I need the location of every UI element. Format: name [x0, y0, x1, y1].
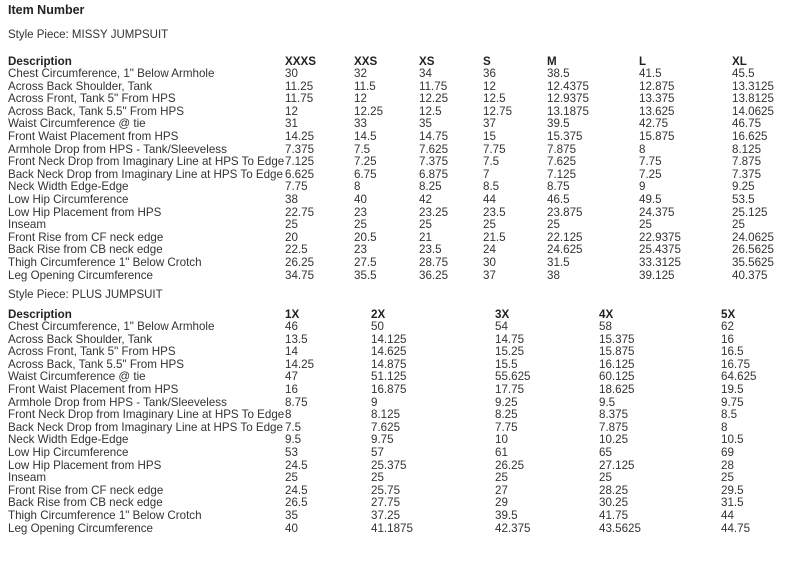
measurement-value: 47	[285, 371, 298, 384]
measurement-value: 26.25	[285, 256, 315, 269]
measurement-description: Front Neck Drop from Imaginary Line at HPS To Edge	[8, 156, 285, 169]
measurement-value: 7.75	[495, 421, 518, 434]
measurement-value: 25.125	[732, 206, 768, 219]
measurement-description: Front Waist Placement from HPS	[8, 130, 179, 143]
measurement-value: 13.8125	[732, 93, 774, 106]
measurement-value: 21.5	[483, 231, 506, 244]
measurement-value: 64.625	[721, 371, 757, 384]
measurement-value: 38	[547, 269, 560, 282]
measurement-value: 25	[371, 472, 384, 485]
measurement-value: 35.5625	[732, 256, 774, 269]
measurement-description: Armhole Drop from HPS - Tank/Sleeveless	[8, 143, 227, 156]
measurement-description: Inseam	[8, 219, 47, 232]
measurement-value: 10	[495, 434, 508, 447]
measurement-value: 39.5	[547, 118, 570, 131]
measurement-value: 7.125	[285, 156, 315, 169]
measurement-value: 7.75	[285, 181, 308, 194]
measurement-value: 9.5	[285, 434, 302, 447]
measurement-value: 38.5	[547, 68, 570, 80]
measurement-value: 39.125	[639, 269, 675, 282]
measurement-value: 13.375	[639, 93, 675, 106]
measurement-value: 25	[639, 219, 652, 232]
measurement-value: 30	[285, 68, 298, 80]
measurement-description: Waist Circumference @ tie	[8, 118, 146, 131]
measurement-value: 62	[721, 321, 734, 333]
measurement-value: 23	[354, 244, 367, 257]
measurement-value: 37	[483, 118, 496, 131]
measurement-value: 16.625	[732, 130, 768, 143]
measurement-value: 58	[599, 321, 612, 333]
measurement-value: 14.25	[285, 130, 315, 143]
measurement-value: 31	[285, 118, 298, 131]
measurement-value: 9.75	[721, 396, 744, 409]
measurement-value: 28	[721, 459, 734, 472]
measurement-value: 11.25	[285, 80, 314, 93]
column-header-size: 2X	[371, 308, 386, 321]
measurement-value: 7.625	[547, 156, 577, 169]
measurement-value: 34	[419, 68, 432, 80]
measurement-value: 8.25	[495, 409, 518, 422]
measurement-value: 39.5	[495, 509, 518, 522]
measurement-value: 25	[495, 472, 508, 485]
measurement-value: 51.125	[371, 371, 407, 384]
measurement-value: 13.1875	[547, 105, 589, 118]
table-row	[8, 181, 792, 194]
measurement-value: 16.875	[371, 383, 407, 396]
measurement-value: 57	[371, 446, 384, 459]
table-row	[8, 359, 792, 372]
measurement-value: 33	[354, 118, 367, 131]
plus-size-table	[8, 308, 792, 535]
missy-size-table	[8, 55, 792, 282]
measurement-value: 25	[547, 219, 560, 232]
measurement-value: 23.875	[547, 206, 583, 219]
measurement-description: Thigh Circumference 1" Below Crotch	[8, 256, 202, 269]
column-header-description: Description	[8, 308, 72, 321]
measurement-value: 29	[495, 497, 508, 510]
column-header-size: XXXS	[285, 55, 316, 68]
measurement-value: 9.5	[599, 396, 616, 409]
measurement-description: Low Hip Circumference	[8, 446, 129, 459]
measurement-value: 35	[285, 509, 298, 522]
measurement-value: 14.125	[371, 333, 407, 346]
measurement-value: 41.75	[599, 509, 629, 522]
table-row	[8, 397, 792, 410]
measurement-value: 53.5	[732, 193, 755, 206]
measurement-value: 15.375	[599, 333, 635, 346]
measurement-value: 6.75	[354, 168, 377, 181]
measurement-description: Waist Circumference @ tie	[8, 371, 146, 384]
measurement-value: 12.5	[419, 105, 442, 118]
measurement-value: 35	[419, 118, 432, 131]
measurement-description: Armhole Drop from HPS - Tank/Sleeveless	[8, 396, 227, 409]
measurement-description: Across Back, Tank 5.5" From HPS	[8, 105, 184, 118]
measurement-value: 31.5	[547, 256, 570, 269]
measurement-description: Across Front, Tank 5" From HPS	[8, 346, 176, 359]
measurement-value: 43.5625	[599, 522, 641, 535]
table-row	[8, 384, 792, 397]
table-row	[8, 270, 792, 283]
measurement-value: 40	[285, 522, 298, 535]
measurement-value: 11.75	[419, 80, 448, 93]
measurement-value: 8.25	[419, 181, 442, 194]
measurement-value: 26.25	[495, 459, 525, 472]
measurement-description: Neck Width Edge-Edge	[8, 181, 129, 194]
measurement-description: Front Rise from CF neck edge	[8, 231, 164, 244]
measurement-value: 12.875	[639, 80, 675, 93]
measurement-value: 22.75	[285, 206, 315, 219]
measurement-value: 44.75	[721, 522, 751, 535]
measurement-value: 16	[721, 333, 734, 346]
measurement-description: Across Back Shoulder, Tank	[8, 333, 153, 346]
measurement-value: 8.75	[285, 396, 308, 409]
table-row	[8, 422, 792, 435]
measurement-value: 37	[483, 269, 496, 282]
measurement-value: 7.875	[599, 421, 629, 434]
measurement-value: 16.125	[599, 358, 635, 371]
column-header-size: 3X	[495, 308, 510, 321]
measurement-value: 49.5	[639, 193, 662, 206]
measurement-value: 8.5	[721, 409, 738, 422]
measurement-value: 27	[495, 484, 508, 497]
measurement-value: 12.25	[354, 105, 384, 118]
measurement-value: 8.125	[371, 409, 401, 422]
measurement-description: Neck Width Edge-Edge	[8, 434, 129, 447]
measurement-value: 8	[639, 143, 646, 156]
table-row	[8, 523, 792, 536]
measurement-value: 44	[721, 509, 734, 522]
measurement-value: 7.75	[483, 143, 506, 156]
measurement-value: 8.375	[599, 409, 629, 422]
measurement-description: Across Back, Tank 5.5" From HPS	[8, 358, 184, 371]
measurement-description: Front Waist Placement from HPS	[8, 383, 179, 396]
table-row	[8, 194, 792, 207]
table-row	[8, 68, 792, 81]
measurement-value: 14.875	[371, 358, 407, 371]
measurement-value: 44	[483, 193, 496, 206]
measurement-value: 7.25	[354, 156, 377, 169]
measurement-value: 23.5	[483, 206, 506, 219]
measurement-value: 14	[285, 346, 298, 359]
measurement-value: 7.375	[285, 143, 315, 156]
measurement-value: 13.625	[639, 105, 675, 118]
measurement-value: 15.875	[599, 346, 635, 359]
measurement-value: 42.375	[495, 522, 531, 535]
measurement-value: 50	[371, 321, 384, 333]
measurement-value: 25	[599, 472, 612, 485]
measurement-value: 25	[483, 219, 496, 232]
table-row	[8, 447, 792, 460]
measurement-value: 8.5	[483, 181, 500, 194]
measurement-value: 25.4375	[639, 244, 681, 257]
measurement-value: 24	[483, 244, 496, 257]
measurement-value: 7.375	[419, 156, 449, 169]
measurement-description: Chest Circumference, 1" Below Armhole	[8, 68, 215, 80]
measurement-value: 32	[354, 68, 367, 80]
measurement-value: 7.875	[547, 143, 577, 156]
measurement-description: Chest Circumference, 1" Below Armhole	[8, 321, 215, 333]
table-row	[8, 346, 792, 359]
measurement-value: 30	[483, 256, 496, 269]
table-row	[8, 207, 792, 220]
measurement-value: 25.75	[371, 484, 401, 497]
measurement-value: 15	[483, 130, 496, 143]
table-row	[8, 118, 792, 131]
measurement-value: 12	[354, 93, 367, 106]
measurement-value: 19.5	[721, 383, 744, 396]
column-header-size: S	[483, 55, 491, 68]
measurement-value: 41.1875	[371, 522, 413, 535]
measurement-value: 26.5	[285, 497, 308, 510]
measurement-value: 17.75	[495, 383, 525, 396]
measurement-value: 33.3125	[639, 256, 681, 269]
measurement-value: 14.75	[419, 130, 449, 143]
measurement-value: 23.5	[419, 244, 442, 257]
measurement-value: 8	[354, 181, 361, 194]
table-row	[8, 93, 792, 106]
table-row	[8, 472, 792, 485]
measurement-value: 7.875	[732, 156, 762, 169]
measurement-value: 24.375	[639, 206, 675, 219]
measurement-value: 14.25	[285, 358, 315, 371]
table-row	[8, 334, 792, 347]
table-row	[8, 131, 792, 144]
measurement-description: Back Rise from CB neck edge	[8, 244, 163, 257]
measurement-value: 42.75	[639, 118, 669, 131]
measurement-value: 24.5	[285, 484, 308, 497]
measurement-value: 12.75	[483, 105, 513, 118]
measurement-description: Thigh Circumference 1" Below Crotch	[8, 509, 202, 522]
measurement-value: 15.5	[495, 358, 518, 371]
measurement-value: 16	[285, 383, 298, 396]
table-row	[8, 106, 792, 119]
plus-style-piece: Style Piece: PLUS JUMPSUIT	[8, 289, 163, 301]
measurement-value: 21	[419, 231, 432, 244]
column-header-size: L	[639, 55, 647, 68]
table-row	[8, 460, 792, 473]
measurement-value: 13.5	[285, 333, 308, 346]
measurement-value: 7.5	[483, 156, 500, 169]
measurement-value: 12	[483, 80, 496, 93]
measurement-value: 25	[285, 219, 298, 232]
measurement-value: 11.75	[285, 93, 314, 106]
measurement-value: 40	[354, 193, 367, 206]
measurement-value: 7.375	[732, 168, 762, 181]
measurement-value: 24.0625	[732, 231, 774, 244]
measurement-value: 42	[419, 193, 432, 206]
missy-header-row	[8, 55, 792, 68]
measurement-value: 20	[285, 231, 298, 244]
missy-style-piece: Style Piece: MISSY JUMPSUIT	[8, 29, 169, 41]
measurement-value: 26.5625	[732, 244, 774, 257]
measurement-value: 45.5	[732, 68, 755, 80]
table-row	[8, 497, 792, 510]
measurement-value: 14.75	[495, 333, 525, 346]
column-header-size: M	[547, 55, 557, 68]
table-row	[8, 257, 792, 270]
measurement-value: 9.75	[371, 434, 394, 447]
measurement-value: 61	[495, 446, 508, 459]
measurement-value: 9.25	[495, 396, 518, 409]
measurement-value: 8.75	[547, 181, 570, 194]
table-row	[8, 510, 792, 523]
measurement-value: 29.5	[721, 484, 744, 497]
measurement-value: 9	[639, 181, 646, 194]
measurement-value: 46.5	[547, 193, 570, 206]
table-row	[8, 244, 792, 257]
measurement-description: Inseam	[8, 472, 47, 485]
item-number-heading: Item Number	[8, 3, 85, 17]
table-row	[8, 321, 792, 334]
measurement-value: 40.375	[732, 269, 768, 282]
measurement-description: Low Hip Circumference	[8, 193, 129, 206]
measurement-value: 7.5	[285, 421, 302, 434]
measurement-value: 16.5	[721, 346, 744, 359]
column-header-size: XS	[419, 55, 435, 68]
measurement-value: 41.5	[639, 68, 662, 80]
measurement-description: Low Hip Placement from HPS	[8, 459, 162, 472]
measurement-value: 9	[371, 396, 378, 409]
measurement-value: 15.25	[495, 346, 525, 359]
measurement-value: 12.25	[419, 93, 449, 106]
measurement-value: 7.75	[639, 156, 662, 169]
measurement-value: 46.75	[732, 118, 762, 131]
measurement-value: 54	[495, 321, 508, 333]
measurement-value: 35.5	[354, 269, 377, 282]
measurement-description: Across Back Shoulder, Tank	[8, 80, 153, 93]
measurement-value: 8.125	[732, 143, 762, 156]
table-row	[8, 434, 792, 447]
measurement-value: 37.25	[371, 509, 401, 522]
measurement-value: 60.125	[599, 371, 635, 384]
measurement-value: 22.9375	[639, 231, 681, 244]
measurement-value: 25	[732, 219, 745, 232]
measurement-value: 24.625	[547, 244, 583, 257]
measurement-description: Leg Opening Circumference	[8, 269, 154, 282]
measurement-value: 25	[419, 219, 432, 232]
column-header-size: 4X	[599, 308, 614, 321]
measurement-value: 12.4375	[547, 80, 589, 93]
measurement-value: 7.125	[547, 168, 577, 181]
measurement-description: Back Neck Drop from Imaginary Line at HPS To Edge	[8, 421, 283, 434]
measurement-value: 11.5	[354, 80, 376, 93]
measurement-value: 14.625	[371, 346, 407, 359]
measurement-value: 18.625	[599, 383, 635, 396]
measurement-description: Leg Opening Circumference	[8, 522, 154, 535]
measurement-value: 34.75	[285, 269, 315, 282]
measurement-value: 38	[285, 193, 298, 206]
measurement-value: 69	[721, 446, 734, 459]
measurement-value: 25	[285, 472, 298, 485]
table-row	[8, 232, 792, 245]
column-header-size: 5X	[721, 308, 736, 321]
measurement-value: 25	[721, 472, 734, 485]
measurement-value: 12.5	[483, 93, 506, 106]
measurement-value: 15.875	[639, 130, 675, 143]
measurement-value: 9.25	[732, 181, 755, 194]
measurement-value: 27.125	[599, 459, 635, 472]
measurement-value: 20.5	[354, 231, 377, 244]
measurement-value: 15.375	[547, 130, 583, 143]
measurement-value: 22.125	[547, 231, 583, 244]
measurement-value: 7.625	[419, 143, 449, 156]
table-row	[8, 371, 792, 384]
measurement-value: 7.5	[354, 143, 371, 156]
measurement-value: 36.25	[419, 269, 449, 282]
measurement-value: 24.5	[285, 459, 308, 472]
measurement-value: 10.25	[599, 434, 629, 447]
measurement-value: 25	[354, 219, 367, 232]
table-row	[8, 144, 792, 157]
measurement-value: 14.5	[354, 130, 377, 143]
table-row	[8, 81, 792, 94]
measurement-description: Front Rise from CF neck edge	[8, 484, 164, 497]
measurement-value: 12.9375	[547, 93, 589, 106]
measurement-value: 6.625	[285, 168, 315, 181]
measurement-value: 23	[354, 206, 367, 219]
table-row	[8, 169, 792, 182]
table-row	[8, 219, 792, 232]
measurement-description: Back Rise from CB neck edge	[8, 497, 163, 510]
column-header-size: XL	[732, 55, 747, 68]
measurement-value: 6.875	[419, 168, 449, 181]
measurement-value: 46	[285, 321, 298, 333]
measurement-value: 55.625	[495, 371, 531, 384]
measurement-description: Across Front, Tank 5" From HPS	[8, 93, 176, 106]
measurement-value: 28.75	[419, 256, 449, 269]
measurement-value: 28.25	[599, 484, 629, 497]
measurement-value: 8	[285, 409, 292, 422]
table-row	[8, 156, 792, 169]
measurement-description: Front Neck Drop from Imaginary Line at HPS To Edge	[8, 409, 285, 422]
measurement-value: 8	[721, 421, 728, 434]
measurement-value: 14.0625	[732, 105, 774, 118]
measurement-value: 53	[285, 446, 298, 459]
measurement-value: 16.75	[721, 358, 751, 371]
measurement-value: 7.625	[371, 421, 401, 434]
measurement-value: 30.25	[599, 497, 629, 510]
measurement-value: 22.5	[285, 244, 308, 257]
measurement-value: 23.25	[419, 206, 449, 219]
table-row	[8, 485, 792, 498]
measurement-value: 7	[483, 168, 490, 181]
measurement-description: Low Hip Placement from HPS	[8, 206, 162, 219]
measurement-value: 12	[285, 105, 298, 118]
column-header-description: Description	[8, 55, 72, 68]
measurement-description: Back Neck Drop from Imaginary Line at HPS To Edge	[8, 168, 283, 181]
plus-header-row	[8, 308, 792, 321]
column-header-size: 1X	[285, 308, 300, 321]
measurement-value: 65	[599, 446, 612, 459]
measurement-value: 10.5	[721, 434, 744, 447]
measurement-value: 31.5	[721, 497, 744, 510]
measurement-value: 27.75	[371, 497, 401, 510]
measurement-value: 7.25	[639, 168, 662, 181]
measurement-value: 36	[483, 68, 496, 80]
column-header-size: XXS	[354, 55, 378, 68]
measurement-value: 25.375	[371, 459, 407, 472]
table-row	[8, 409, 792, 422]
measurement-value: 27.5	[354, 256, 377, 269]
measurement-value: 13.3125	[732, 80, 774, 93]
